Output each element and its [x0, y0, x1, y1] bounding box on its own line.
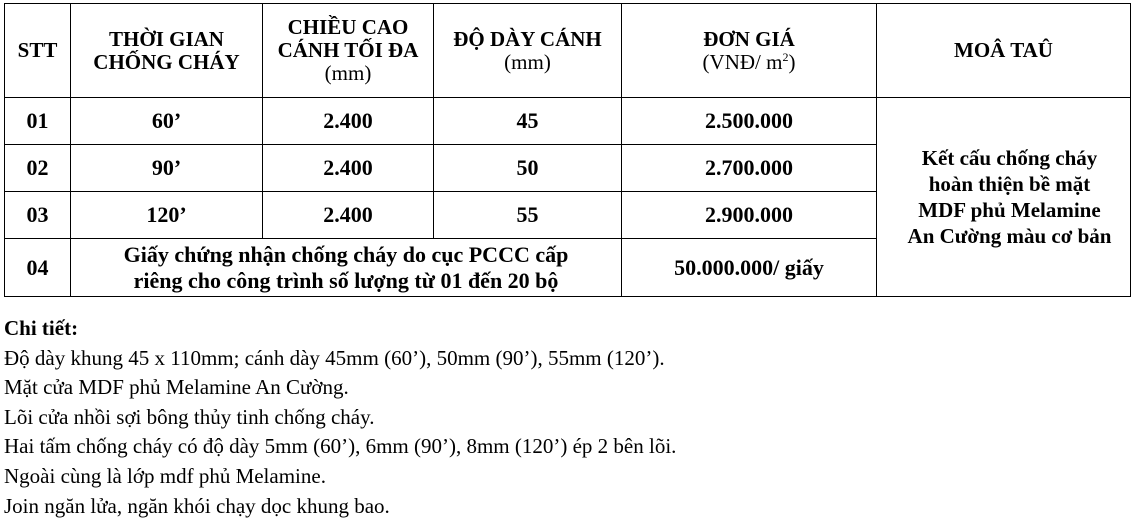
cell-stt: 01: [5, 98, 71, 145]
cell-thickness: 50: [434, 145, 622, 192]
details-line: Độ dày khung 45 x 110mm; cánh dày 45mm (60’), 50mm (90’), 55mm (120’).: [4, 345, 665, 370]
header-description: MOÂ TAÛ: [877, 4, 1131, 98]
header-fire-time: THỜI GIAN CHỐNG CHÁY: [71, 4, 263, 98]
details-line: Lõi cửa nhồi sợi bông thủy tinh chống cháy.: [4, 404, 375, 429]
cell-max-height: 2.400: [263, 145, 434, 192]
header-max-height-unit: (mm): [324, 61, 372, 85]
table-header-row: [5, 4, 1131, 98]
cell-thickness: 45: [434, 98, 622, 145]
cell-fire-time: 90’: [71, 145, 263, 192]
details-section: [4, 314, 1124, 521]
cell-max-height: 2.400: [263, 98, 434, 145]
cell-max-height: 2.400: [263, 192, 434, 239]
cell-description: Kết cấu chống cháy hoàn thiện bề mặt MDF phủ Melamine An Cường màu cơ bản: [877, 98, 1131, 297]
cell-stt: 03: [5, 192, 71, 239]
header-stt: STT: [5, 4, 71, 98]
cell-unit-price: 2.700.000: [622, 145, 877, 192]
header-thickness-unit: (mm): [504, 49, 551, 74]
cell-unit-price: 2.900.000: [622, 192, 877, 239]
details-line: Mặt cửa MDF phủ Melamine An Cường.: [4, 375, 349, 400]
details-line: Hai tấm chống cháy có độ dày 5mm (60’), 6mm (90’), 8mm (120’) ép 2 bên lõi.: [4, 434, 677, 459]
cell-certificate-text: Giấy chứng nhận chống cháy do cục PCCC cấp riêng cho công trình số lượng từ 01 đến 20 bộ: [71, 239, 622, 297]
table-row: [5, 98, 1131, 145]
header-unit-price-unit: (VNĐ/ $m^2$): [702, 49, 796, 74]
cell-certificate-price: 50.000.000/ giấy: [622, 239, 877, 297]
header-thickness: ĐỘ DÀY CÁNH (mm): [434, 4, 622, 98]
header-max-height: CHIỀU CAO CÁNH TỐI ĐA (mm): [263, 4, 434, 98]
cell-fire-time: 60’: [71, 98, 263, 145]
cell-stt: 02: [5, 145, 71, 192]
details-heading: Chi tiết:: [4, 316, 79, 340]
cell-fire-time: 120’: [71, 192, 263, 239]
price-table: [4, 3, 1131, 297]
cell-unit-price: 2.500.000: [622, 98, 877, 145]
cell-thickness: 55: [434, 192, 622, 239]
cell-stt: 04: [5, 239, 71, 297]
details-line: Join ngăn lửa, ngăn khói chạy dọc khung bao.: [4, 493, 390, 518]
header-unit-price: ĐƠN GIÁ (VNĐ/ $m^2$): [622, 4, 877, 98]
details-line: Ngoài cùng là lớp mdf phủ Melamine.: [4, 463, 326, 488]
